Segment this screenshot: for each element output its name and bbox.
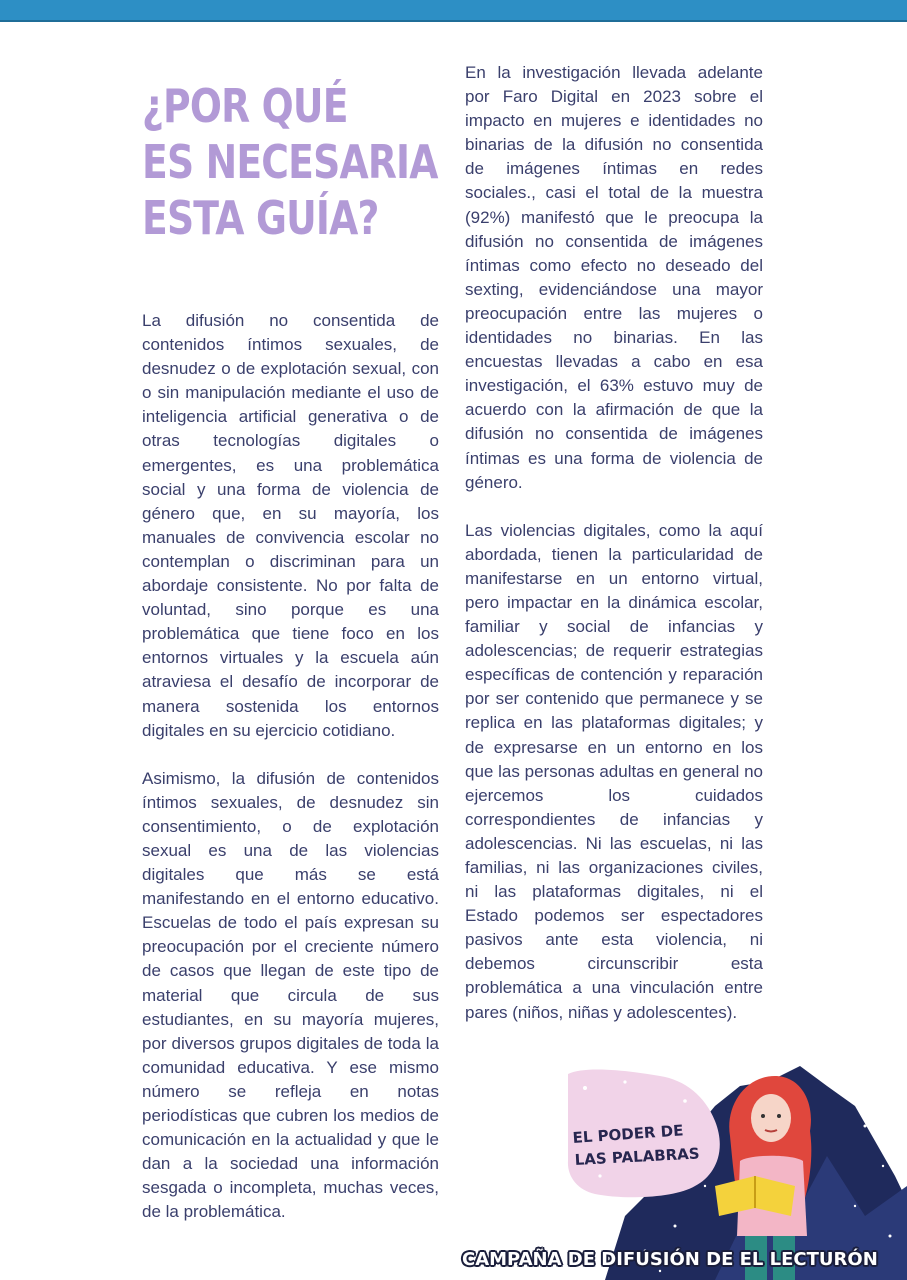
left-column xyxy=(142,309,439,1248)
title-line: ¿POR QUÉ xyxy=(142,79,348,133)
paragraph: La difusión no consentida de contenidos íntimos sexuales, de desnudez o de explotación sexual, con o sin manipulación mediante el uso de inteligencia artificial generativa o de otras tecnologías digitales o emergentes, es una problemática social y una forma de violencia de género que, en su mayoría, los manuales de convivencia escolar no contemplan o discriminan para un abordaje consistente. No por falta de voluntad, sino porque es una problemática que tiene foco en los entornos virtuales y la escuela aún atraviesa el desafío de incorporar de manera sostenida los entornos digitales en su ejercicio cotidiano. xyxy=(142,311,439,740)
paragraph: Asimismo, la difusión de contenidos íntimos sexuales, de desnudez sin consentimiento, o de explotación sexual es una de las violencias digitales que más se está manifestando en el entorno educativo. Escuelas de todo el país expresan su preocupación por el creciente número de casos que llegan de este tipo de material que circula de sus estudiantes, en su mayoría mujeres, por diversos grupos digitales de toda la comunidad educativa. Y ese mismo número se refleja en notas periodísticas que cubren los medios de comunicación en la actualidad y que le dan a la sociedad una información sesgada o incompleta, muchas veces, de la problemática. xyxy=(142,768,439,1222)
paragraph: Las violencias digitales, como la aquí abordada, tienen la particularidad de manifestarse en un entorno virtual, pero impactar en la dinámica escolar, familiar y social de infancias y adolescencias; de requerir estrategias específicas de contención y reparación por ser contenido que permanece y se replica en las plataformas digitales; y de expresarse en un entorno en los que las personas adultas en general no ejercemos los cuidados correspondientes de infancias y adolescencias. Ni las escuelas, ni las familias, ni las organizaciones civiles, ni las plataformas digitales, ni el Estado podemos ser espectadores pasivos ante esta violencia, ni debemos circunscribir esta problemática a una vinculación entre pares (niños, niñas y adolescentes). xyxy=(465,520,763,1022)
title-line: ES NECESARIA xyxy=(142,135,438,189)
title-line: ESTA GUÍA? xyxy=(142,191,379,245)
bubble-text-line: LAS PALABRAS xyxy=(574,1144,701,1169)
right-column xyxy=(465,61,763,1049)
bubble-text-line: EL PODER DE xyxy=(572,1121,684,1147)
campaign-caption: CAMPAÑA DE DIFUSIÓN DE EL LECTURÓN xyxy=(462,1249,878,1270)
paragraph: En la investigación llevada adelante por Faro Digital en 2023 sobre el impacto en mujeres e identidades no binarias de la difusión no consentida de imágenes íntimas en redes sociales., casi el total de la muestra (92%) manifestó que le preocupa la difusión no consentida de imágenes íntimas como efecto no deseado del sexting, evidenciándose una mayor preocupación entre las mujeres o identidades no binarias. En las encuestas llevadas a cabo en esa investigación, el 63% estuvo muy de acuerdo con la afirmación de que la difusión no consentida de imágenes íntimas es una forma de violencia de género. xyxy=(465,63,763,492)
page-title xyxy=(142,78,438,246)
top-color-bar xyxy=(0,0,907,22)
